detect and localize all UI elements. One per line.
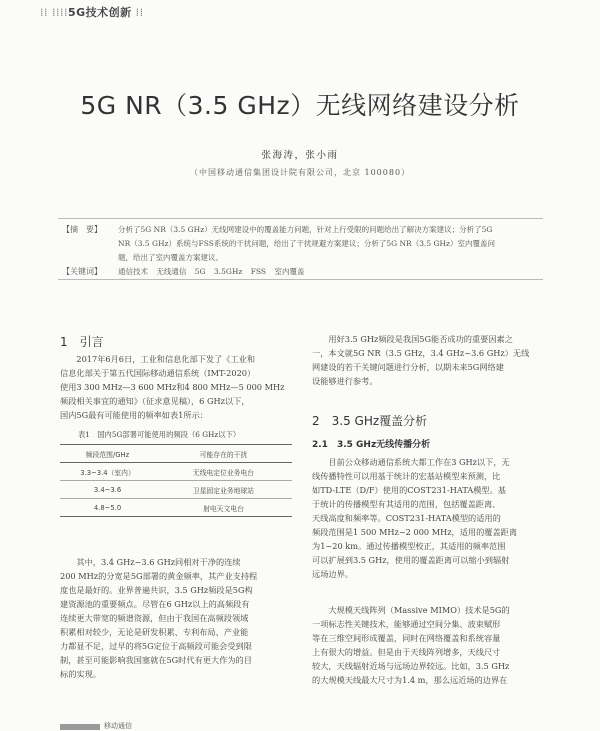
table-cell: 4.8~5.0 (60, 499, 155, 517)
table-1 (60, 444, 292, 517)
left-para-2 (60, 555, 292, 681)
text-line: 频段相关事宜的通知》（征求意见稿），6 GHz以下， (60, 396, 250, 406)
keywords-label: 【关键词】 (62, 267, 102, 276)
text-line: 较大，天线辐射近场与远场边界较远。比如，3.5 GHz (312, 661, 510, 671)
abstract-line: 分析了5G NR（3.5 GHz）无线网建设中的覆盖能力问题，针对上行受限的问题给出了解决方案建议；分析了5G (118, 225, 493, 234)
abstract-label: 【摘 要】 (62, 225, 102, 234)
text-line: 连续更大带宽的频谱资源，但由于我国在高频段领域 (60, 613, 249, 623)
text-line: 于统计的传播模型有其适用的范围，包括覆盖距离、 (312, 499, 501, 509)
text-line: 用好3.5 GHz频段是我国5G能否成功的重要因素之 (312, 334, 513, 344)
text-line: 可以扩展到3.5 GHz，使用的覆盖距离可以缩小到辐射 (312, 555, 510, 565)
header-marks-left: ⁞⁞ ⁞⁞⁞⁞ (40, 6, 68, 19)
table-header-cell: 可能存在的干扰 (155, 445, 292, 463)
section-1-heading: 1 引言 (60, 335, 104, 349)
text-line: 度也是最好的。业界普遍共识，3.5 GHz频段是5G构 (60, 585, 253, 595)
text-line: 一，本文就5G NR（3.5 GHz，3.4 GHz~3.6 GHz）无线 (312, 348, 530, 358)
text-line: 国内5G最有可能使用的频率如表1所示： (60, 410, 208, 420)
table-cell: 卫星固定业务地球站 (155, 481, 292, 499)
footer-text: 移动通信 (104, 722, 132, 730)
text-line: 200 MHz的分宽是5G部署的黄金频率，其产业支持程 (60, 571, 258, 581)
text-line: 设能够进行参考。 (312, 376, 378, 386)
section-2-heading: 2 3.5 GHz覆盖分析 (312, 414, 428, 428)
table-row (60, 499, 292, 517)
text-line: 其中，3.4 GHz~3.6 GHz同相对干净的连续 (60, 557, 241, 567)
header-section-label: 5G技术创新 (67, 6, 132, 19)
abstract-text (118, 223, 538, 265)
text-line: 使用3 300 MHz—3 600 MHz和4 800 MHz—5 000 MHz (60, 382, 285, 392)
text-line: 的大规模天线最大尺寸为1.4 m，那么远近场的边界在 (312, 675, 508, 685)
text-line: 天线高度和频率等。COST231-HATA模型的适用的 (312, 513, 501, 523)
running-header (0, 0, 600, 22)
text-line: 等在三维空间形成覆盖，同时在网络覆盖和系统容量 (312, 633, 501, 643)
text-line: 建资源池的重要频点。尽管在6 GHz以上的高频段有 (60, 599, 250, 609)
table-1-caption: 表1 国内5G部署可能使用的频段（6 GHz以下） (78, 430, 241, 439)
right-para-2 (312, 455, 544, 581)
right-para-3 (312, 603, 544, 687)
text-line: 制，甚至可能影响我国塞就在5G时代有更大作为的目 (60, 655, 252, 665)
text-line: 信息化部关于第五代国际移动通信系统（IMT-2020） (60, 368, 256, 378)
text-line: 频段范围是1 500 MHz~2 000 MHz，适用的覆盖距离 (312, 527, 518, 537)
text-line: 远场边界。 (312, 569, 353, 579)
table-row (60, 481, 292, 499)
paper-authors: 张海涛，张小雨 (261, 150, 339, 161)
table-row (60, 463, 292, 481)
text-line: 积累相对较少，无论是研发积累、专利布局、产业能 (60, 627, 249, 637)
running-header-section (40, 4, 144, 20)
text-line: 2017年6月6日，工业和信息化部下发了《工业和 (60, 354, 256, 364)
text-line: 一项标志性关键技术，能够通过空间分集、波束赋形 (312, 619, 501, 629)
table-header-row (60, 445, 292, 463)
text-line: 目前公众移动通信系统大都工作在3 GHz以下，无 (312, 457, 510, 467)
text-line: 为1~20 km。通过传播模型校正，其适用的频率范围 (312, 541, 506, 551)
right-para-1 (312, 332, 544, 388)
abstract-box (58, 218, 543, 280)
abstract-line: 题，给出了室内覆盖方案建议。 (118, 253, 223, 262)
table-cell: 3.4~3.6 (60, 481, 155, 499)
subsection-2-1-heading: 2.1 3.5 GHz无线传播分析 (312, 440, 431, 450)
text-line: 力都显不足，过早的将5G定位于高频段可能会受到限 (60, 641, 252, 651)
table-cell: 射电天文电台 (155, 499, 292, 517)
text-line: 线传播特性可以用基于统计的宏基站模型来预测，比 (312, 471, 501, 481)
paper-title: 5G NR（3.5 GHz）无线网络建设分析 (80, 91, 520, 120)
header-marks-right: ⁞⁞ (135, 6, 144, 19)
text-line: 大规模天线阵列（Massive MIMO）技术是5G的 (312, 605, 510, 615)
text-line: 如TD-LTE（D/F）使用的COST231-HATA模型。基 (312, 485, 506, 495)
text-line: 网建设的若干关键问题进行分析，以期未来5G网络建 (312, 362, 504, 372)
table-header-cell: 频段范围/GHz (60, 445, 155, 463)
table-cell: 无线电定位业务电台 (155, 463, 292, 481)
abstract-line: NR（3.5 GHz）系统与FSS系统的干扰问题，给出了干扰规避方案建议；分析了5G NR（3.5 GHz）室内覆盖问 (118, 239, 496, 248)
paper-affiliation: （中国移动通信集团设计院有限公司，北京 100080） (189, 168, 411, 177)
footer-bar (60, 724, 100, 730)
keywords-text: 通信技术 无线通信 5G 3.5GHz FSS 室内覆盖 (118, 267, 305, 276)
table-cell: 3.3~3.4（室内） (60, 463, 155, 481)
text-line: 上有很大的增益。但是由于天线阵列增多，天线尺寸 (312, 647, 501, 657)
text-line: 标的实现。 (60, 669, 101, 679)
left-para-1 (60, 352, 292, 422)
